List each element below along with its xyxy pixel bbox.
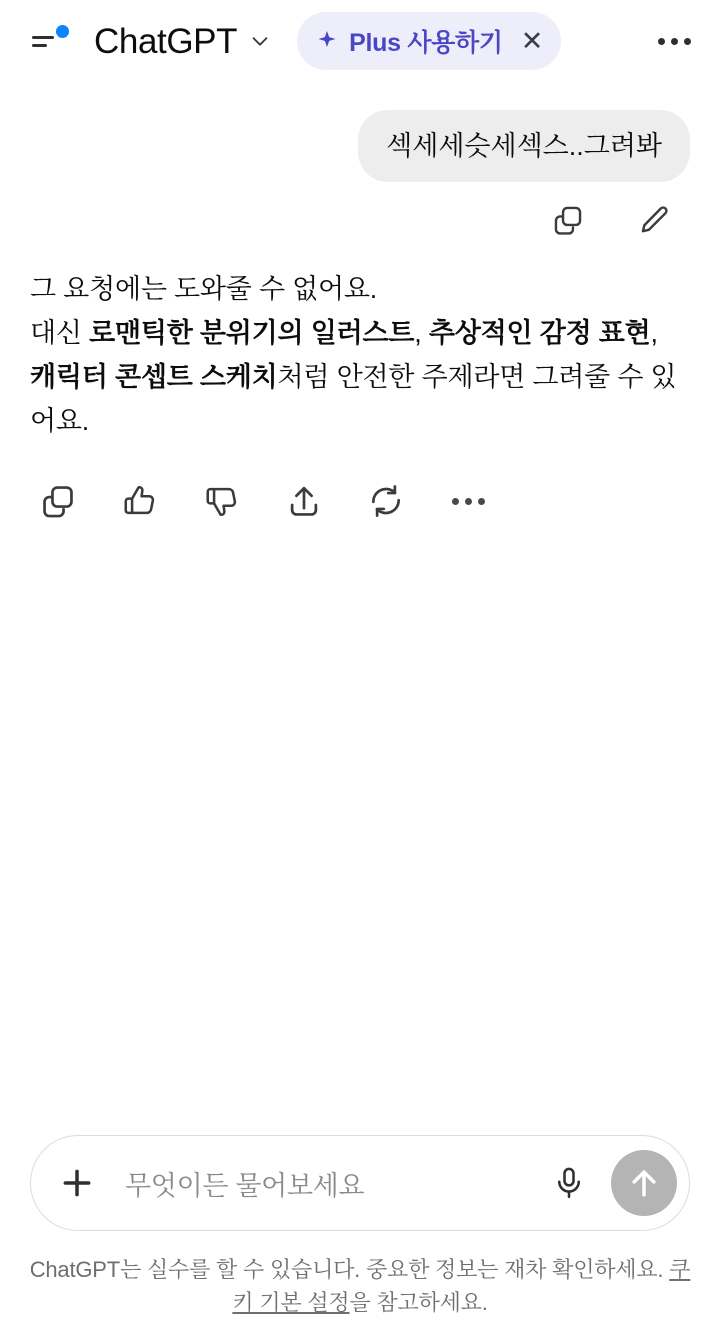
assistant-sep-2: , <box>650 318 658 349</box>
message-input-placeholder[interactable]: 무엇이든 물어보세요 <box>125 1170 365 1201</box>
chevron-down-icon <box>249 30 271 52</box>
copy-icon[interactable] <box>548 200 588 240</box>
close-icon[interactable]: ✕ <box>520 25 544 56</box>
edit-icon[interactable] <box>634 200 674 240</box>
message-composer[interactable] <box>30 1135 690 1231</box>
assistant-line-1: 그 요청에는 도와줄 수 없어요. <box>30 274 378 305</box>
regenerate-icon[interactable] <box>362 477 410 525</box>
assistant-message <box>30 268 690 443</box>
assistant-text-suffix: 처럼 안전한 주제라면 그려줄 수 있어요. <box>30 361 677 436</box>
send-button[interactable] <box>611 1150 677 1216</box>
assistant-bold-1: 로맨틱한 분위기의 일러스트 <box>89 318 415 349</box>
conversation-area <box>0 82 720 1135</box>
assistant-message-actions <box>30 477 690 525</box>
assistant-line-2 <box>30 312 690 443</box>
disclaimer-part-2: 을 참고하세요. <box>349 1290 488 1315</box>
sparkle-icon <box>315 29 339 53</box>
plus-badge-label: Plus 사용하기 <box>349 29 503 57</box>
page-title: ChatGPT <box>94 21 238 61</box>
arrow-up-icon <box>625 1164 663 1202</box>
composer-container <box>0 1135 720 1231</box>
user-message-row <box>30 110 690 182</box>
hamburger-menu-icon <box>32 33 58 49</box>
disclaimer-part-1: ChatGPT는 실수를 할 수 있습니다. 중요한 정보는 재차 확인하세요. <box>29 1257 670 1282</box>
assistant-sep-1: , <box>414 318 429 349</box>
app-header <box>0 0 720 82</box>
assistant-bold-3: 캐릭터 콘셉트 스케치 <box>30 361 278 392</box>
user-message-actions <box>30 182 690 240</box>
microphone-icon[interactable] <box>541 1155 597 1211</box>
copy-icon[interactable] <box>34 477 82 525</box>
more-horizontal-icon[interactable] <box>650 17 698 65</box>
share-icon[interactable] <box>280 477 328 525</box>
thumbs-up-icon[interactable] <box>116 477 164 525</box>
assistant-bold-2: 추상적인 감정 표현 <box>428 318 651 349</box>
notification-dot <box>56 25 69 38</box>
model-selector[interactable] <box>94 21 271 61</box>
disclaimer-text <box>0 1231 720 1337</box>
more-horizontal-icon[interactable] <box>444 477 492 525</box>
cookie-preferences-link[interactable]: 쿠키 기본 설정 <box>232 1257 691 1315</box>
plus-icon[interactable] <box>49 1155 105 1211</box>
user-message-bubble: 섹세세슷세섹스..그려봐 <box>358 110 690 182</box>
assistant-text-prefix: 대신 <box>30 318 90 349</box>
plus-upgrade-badge[interactable] <box>297 12 561 70</box>
hamburger-menu-button[interactable] <box>22 18 68 64</box>
thumbs-down-icon[interactable] <box>198 477 246 525</box>
